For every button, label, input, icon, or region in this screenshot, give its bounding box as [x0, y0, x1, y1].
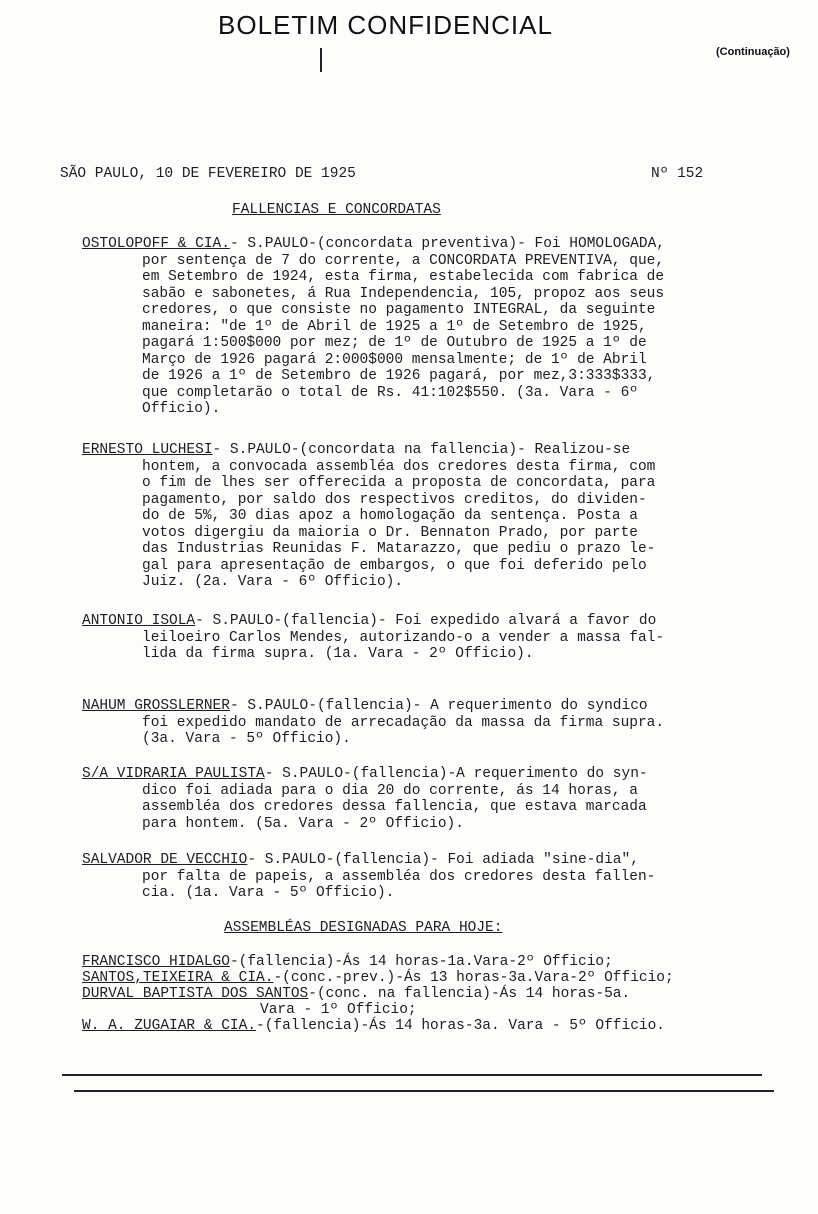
entry-line: cia. (1a. Vara - 5º Officio).: [142, 885, 395, 901]
assembly-text: -(conc. na fallencia)-Ás 14 horas-5a.: [308, 986, 631, 1002]
entry-line: leiloeiro Carlos Mendes, autorizando-o a vender a massa fal-: [142, 629, 665, 646]
divider-rule-bottom: [74, 1090, 774, 1092]
entry-name: ERNESTO LUCHESI: [82, 442, 213, 458]
entry-line: Juiz. (2a. Vara - 6º Officio).: [142, 574, 404, 590]
entry-name: NAHUM GROSSLERNER: [82, 698, 230, 714]
entry-line: em Setembro de 1924, esta firma, estabelecida com fabrica de: [142, 269, 665, 285]
entry-line: maneira: "de 1º de Abril de 1925 a 1º de Setembro de 1925,: [142, 318, 647, 335]
assembly-item: [82, 954, 772, 970]
entry-vidraria-paulista: [82, 766, 762, 832]
divider-rule-top: [62, 1074, 762, 1076]
entry-name: OSTOLOPOFF & CIA.: [82, 236, 230, 252]
assembly-item-continuation: Vara - 1º Officio;: [260, 1002, 417, 1018]
bulletin-title: BOLETIM CONFIDENCIAL: [218, 10, 553, 40]
entry-first-line: - S.PAULO-(concordata na fallencia)- Realizou-se: [212, 442, 631, 458]
assembly-name: DURVAL BAPTISTA DOS SANTOS: [82, 986, 309, 1002]
assembly-item: [82, 986, 772, 1002]
entry-line: lida da firma supra. (1a. Vara - 2º Officio).: [142, 646, 534, 662]
entry-name: SALVADOR DE VECCHIO: [82, 852, 248, 868]
entry-ernesto-luchesi: [82, 442, 762, 591]
continuation-label: (Continuação): [716, 46, 790, 58]
entry-line: Officio).: [142, 401, 221, 417]
entry-line: votos digergiu da maioria o Dr. Bennaton Prado, por parte: [142, 524, 638, 541]
assembly-name: FRANCISCO HIDALGO: [82, 954, 230, 970]
entry-nahum-grosslerner: [82, 698, 762, 748]
entry-line: do de 5%, 30 dias apoz a homologação da sentença. Posta a: [142, 508, 638, 524]
entry-line: (3a. Vara - 5º Officio).: [142, 731, 351, 747]
assembly-text: -(fallencia)-Ás 14 horas-1a.Vara-2º Officio;: [229, 954, 613, 970]
entry-line: hontem, a convocada assembléa dos credores desta firma, com: [142, 458, 656, 475]
entry-line: gal para apresentação de embargos, o que foi deferido pelo: [142, 557, 647, 574]
assemblies-title: ASSEMBLÉAS DESIGNADAS PARA HOJE:: [224, 920, 503, 936]
entry-line: foi expedido mandato de arrecadação da massa da firma supra.: [142, 714, 665, 731]
entry-first-line: - S.PAULO-(fallencia)- A requerimento do syndico: [229, 698, 648, 714]
assembly-item: [82, 1018, 772, 1034]
bulletin-number: Nº 152: [651, 166, 704, 182]
entry-line: Março de 1926 pagará 2:000$000 mensalmente; de 1º de Abril: [142, 351, 647, 368]
entry-first-line: - S.PAULO-(fallencia)- Foi expedido alvará a favor do: [195, 613, 657, 629]
entry-line: que completarão o total de Rs. 41:102$550. (3a. Vara - 6º: [142, 384, 638, 401]
entry-line: por sentença de 7 do corrente, a CONCORDATA PREVENTIVA, que,: [142, 252, 665, 269]
entry-line: o fim de lhes ser offerecida a proposta de concordata, para: [142, 475, 656, 491]
assembly-name: W. A. ZUGAIAR & CIA.: [82, 1018, 257, 1034]
entry-first-line: - S.PAULO-(concordata preventiva)- Foi HOMOLOGADA,: [229, 236, 666, 252]
entry-line: de 1926 a 1º de Setembro de 1926 pagará, por mez,3:333$333,: [142, 368, 656, 384]
entry-name: S/A VIDRARIA PAULISTA: [82, 766, 265, 782]
assembly-text: -(conc.-prev.)-Ás 13 horas-3a.Vara-2º Officio;: [273, 970, 674, 986]
entry-salvador-de-vecchio: [82, 852, 762, 902]
assemblies-list: [82, 954, 772, 1034]
assembly-name: SANTOS,TEIXEIRA & CIA.: [82, 970, 274, 986]
ink-mark: [320, 48, 322, 72]
entry-line: assembléa dos credores dessa fallencia, que estava marcada: [142, 799, 647, 815]
section-title: FALLENCIAS E CONCORDATAS: [232, 202, 441, 218]
entry-name: ANTONIO ISOLA: [82, 613, 196, 629]
entry-antonio-isola: [82, 613, 762, 663]
entry-line: pagamento, por saldo dos respectivos creditos, do dividen-: [142, 491, 647, 508]
entry-first-line: - S.PAULO-(fallencia)-A requerimento do syn-: [264, 766, 648, 782]
entry-line: dico foi adiada para o dia 20 do corrente, ás 14 horas, a: [142, 782, 638, 799]
entry-first-line: - S.PAULO-(fallencia)- Foi adiada "sine-dia",: [247, 852, 639, 868]
entry-line: credores, o que consiste no pagamento INTEGRAL, da seguinte: [142, 302, 656, 318]
entry-line: para hontem. (5a. Vara - 2º Officio).: [142, 815, 464, 832]
entry-line: pagará 1:500$000 por mez; de 1º de Outubro de 1925 a 1º de: [142, 335, 647, 351]
entry-ostolopoff: [82, 236, 762, 418]
assembly-item: [82, 970, 772, 986]
entry-line: das Industrias Reunidas F. Matarazzo, que pediu o prazo le-: [142, 541, 656, 557]
entry-line: por falta de papeis, a assembléa dos credores desta fallen-: [142, 868, 656, 885]
entry-line: sabão e sabonetes, á Rua Independencia, 105, propoz aos seus: [142, 285, 665, 302]
assembly-text: -(fallencia)-Ás 14 horas-3a. Vara - 5º Officio.: [256, 1018, 665, 1034]
place-date: SÃO PAULO, 10 DE FEVEREIRO DE 1925: [60, 166, 356, 182]
